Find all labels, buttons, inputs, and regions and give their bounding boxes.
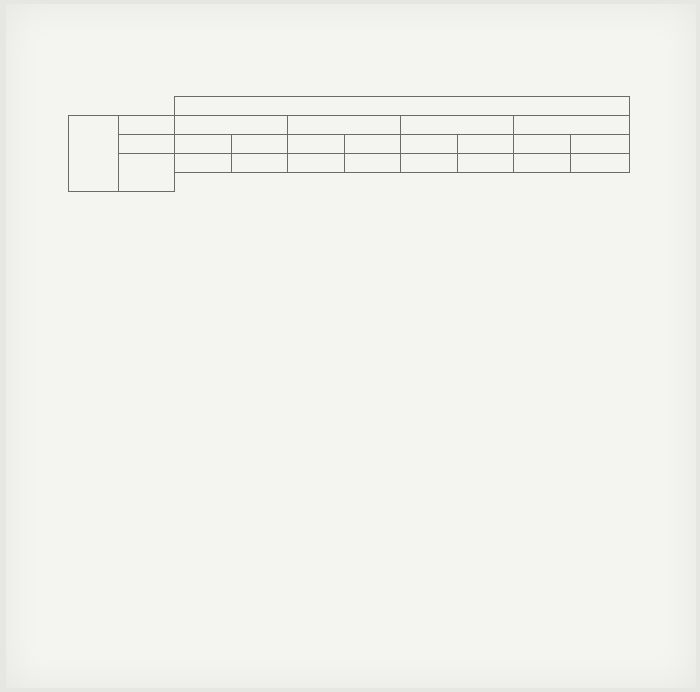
x-squared-header (232, 135, 288, 154)
table-row (69, 154, 630, 173)
level-header (514, 116, 630, 135)
x-squared-cell (232, 154, 288, 173)
row-label-blank (119, 116, 175, 135)
x-squared-header (458, 135, 514, 154)
x-squared-header (345, 135, 401, 154)
worksheet-page (6, 4, 696, 688)
level-header (288, 116, 401, 135)
x-header (401, 135, 458, 154)
x-squared-header (571, 135, 630, 154)
row-label-blank (119, 135, 175, 154)
x-header (175, 135, 232, 154)
level-header (401, 116, 514, 135)
x-squared-cell (458, 154, 514, 173)
grade-value (401, 154, 458, 173)
table-corner (69, 97, 175, 116)
grade-level-header (175, 97, 630, 116)
level-header (175, 116, 288, 135)
grade-value (175, 154, 232, 173)
x-header (288, 135, 345, 154)
good-label (119, 154, 175, 192)
grades-table (68, 96, 630, 192)
grade-value (288, 154, 345, 173)
x-squared-cell (345, 154, 401, 173)
class-attendance-cell (69, 116, 119, 192)
x-header (514, 135, 571, 154)
x-squared-cell (571, 154, 630, 173)
table-row (69, 135, 630, 154)
grade-value (514, 154, 571, 173)
table-row (69, 97, 630, 116)
table-row (69, 116, 630, 135)
